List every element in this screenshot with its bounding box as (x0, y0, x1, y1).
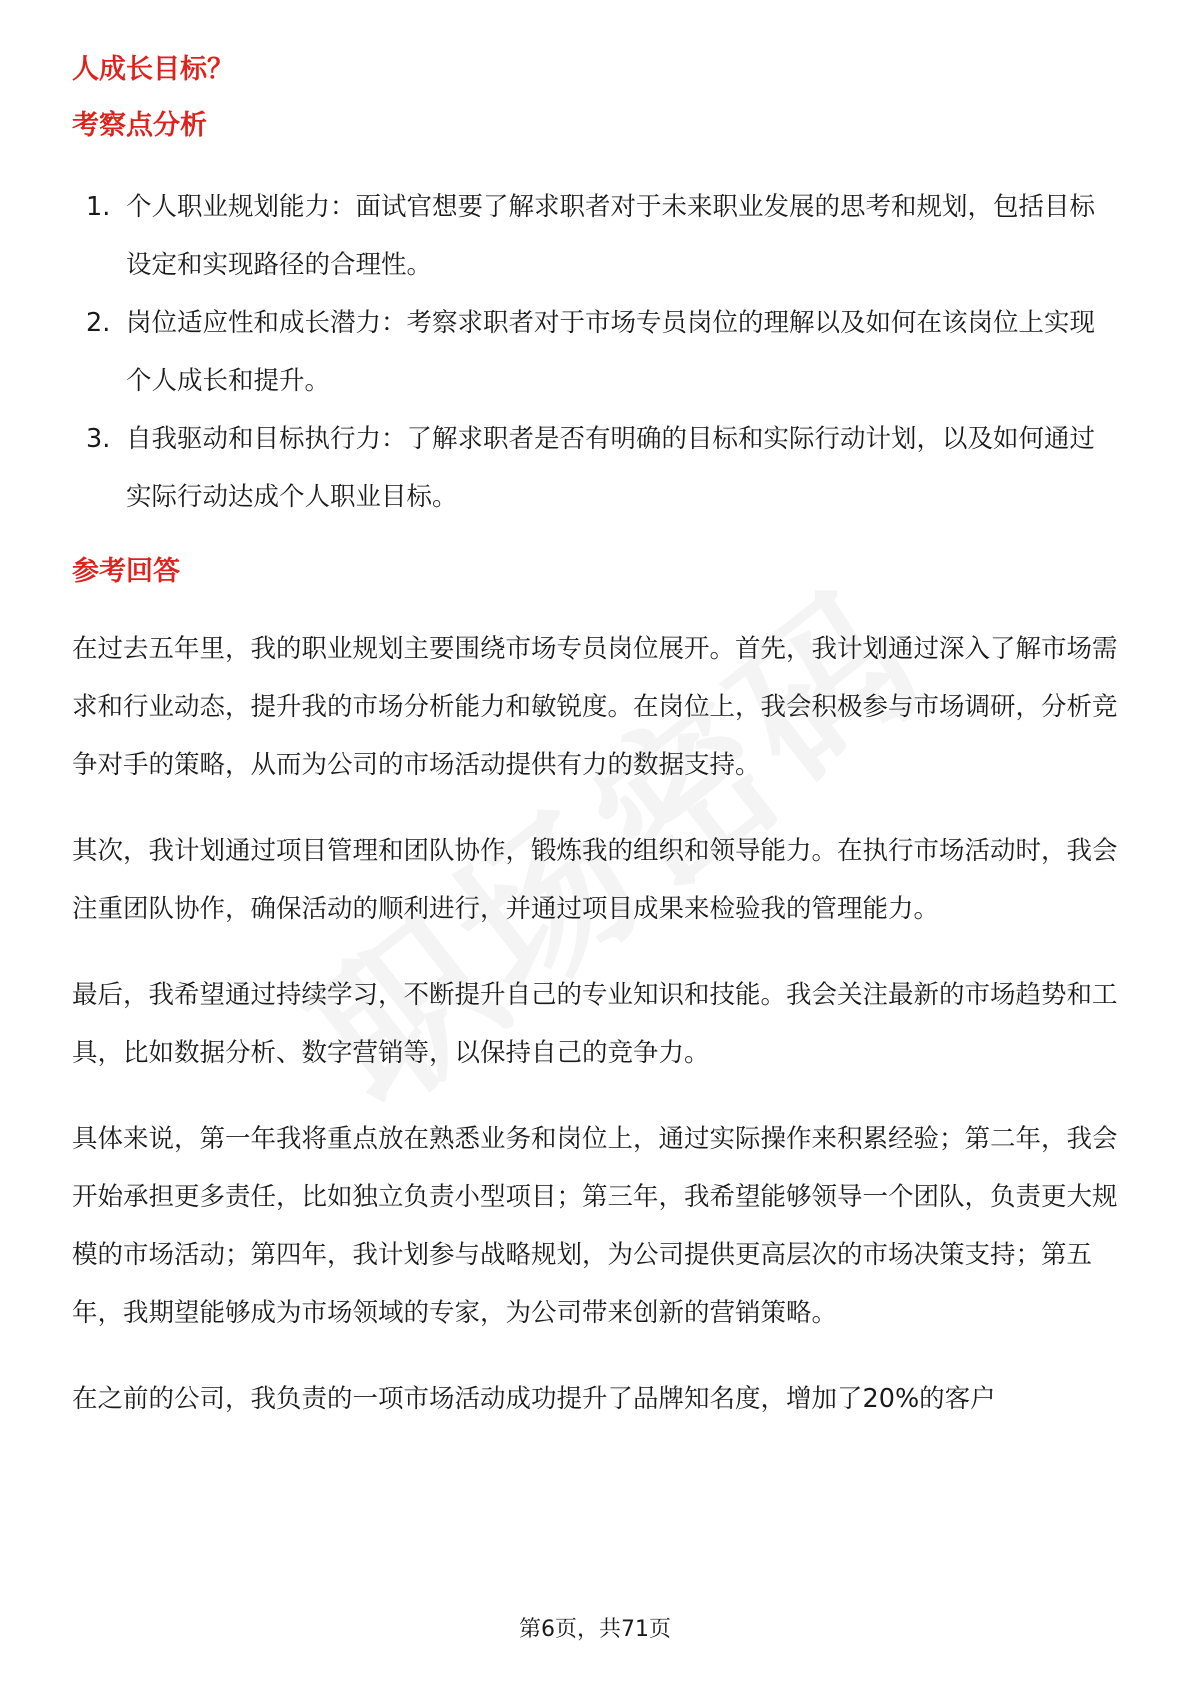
analysis-point-text: 自我驱动和目标执行力：了解求职者是否有明确的目标和实际行动计划，以及如何通过实际行动达成个人职业目标。 (126, 424, 1096, 512)
answer-paragraph: 具体来说，第一年我将重点放在熟悉业务和岗位上，通过实际操作来积累经验；第二年，我会开始承担更多责任，比如独立负责小型项目；第三年，我希望能够领导一个团队，负责更大规模的市场活动；第四年，我计划参与战略规划，为公司提供更高层次的市场决策支持；第五年，我期望能够成为市场领域的专家，为公司带来创新的营销策略。 (72, 1124, 1118, 1328)
page-content (72, 44, 1118, 1428)
answer-body (72, 620, 1118, 1428)
analysis-point (72, 294, 1118, 410)
analysis-point-text: 岗位适应性和成长潜力：考察求职者对于市场专员岗位的理解以及如何在该岗位上实现个人成长和提升。 (126, 308, 1096, 396)
answer-heading: 参考回答 (72, 556, 180, 587)
answer-paragraph: 其次，我计划通过项目管理和团队协作，锻炼我的组织和领导能力。在执行市场活动时，我会注重团队协作，确保活动的顺利进行，并通过项目成果来检验我的管理能力。 (72, 836, 1118, 924)
list-number: 2. (86, 308, 111, 338)
list-number: 3. (86, 424, 111, 454)
analysis-list (72, 178, 1118, 526)
answer-paragraph: 最后，我希望通过持续学习，不断提升自己的专业知识和技能。我会关注最新的市场趋势和工具，比如数据分析、数字营销等，以保持自己的竞争力。 (72, 980, 1118, 1068)
page-number-footer: 第6页，共71页 (519, 1617, 671, 1642)
analysis-heading: 考察点分析 (72, 110, 207, 141)
list-number: 1. (86, 192, 111, 222)
analysis-point-text: 个人职业规划能力：面试官想要了解求职者对于未来职业发展的思考和规划，包括目标设定和实现路径的合理性。 (126, 192, 1096, 280)
answer-paragraph: 在过去五年里，我的职业规划主要围绕市场专员岗位展开。首先，我计划通过深入了解市场需求和行业动态，提升我的市场分析能力和敏锐度。在岗位上，我会积极参与市场调研，分析竞争对手的策略，从而为公司的市场活动提供有力的数据支持。 (72, 634, 1118, 780)
answer-paragraph: 在之前的公司，我负责的一项市场活动成功提升了品牌知名度，增加了20%的客户 (72, 1384, 996, 1414)
question-heading-tail: 人成长目标？ (72, 54, 234, 85)
analysis-point (72, 178, 1118, 294)
analysis-point (72, 410, 1118, 526)
